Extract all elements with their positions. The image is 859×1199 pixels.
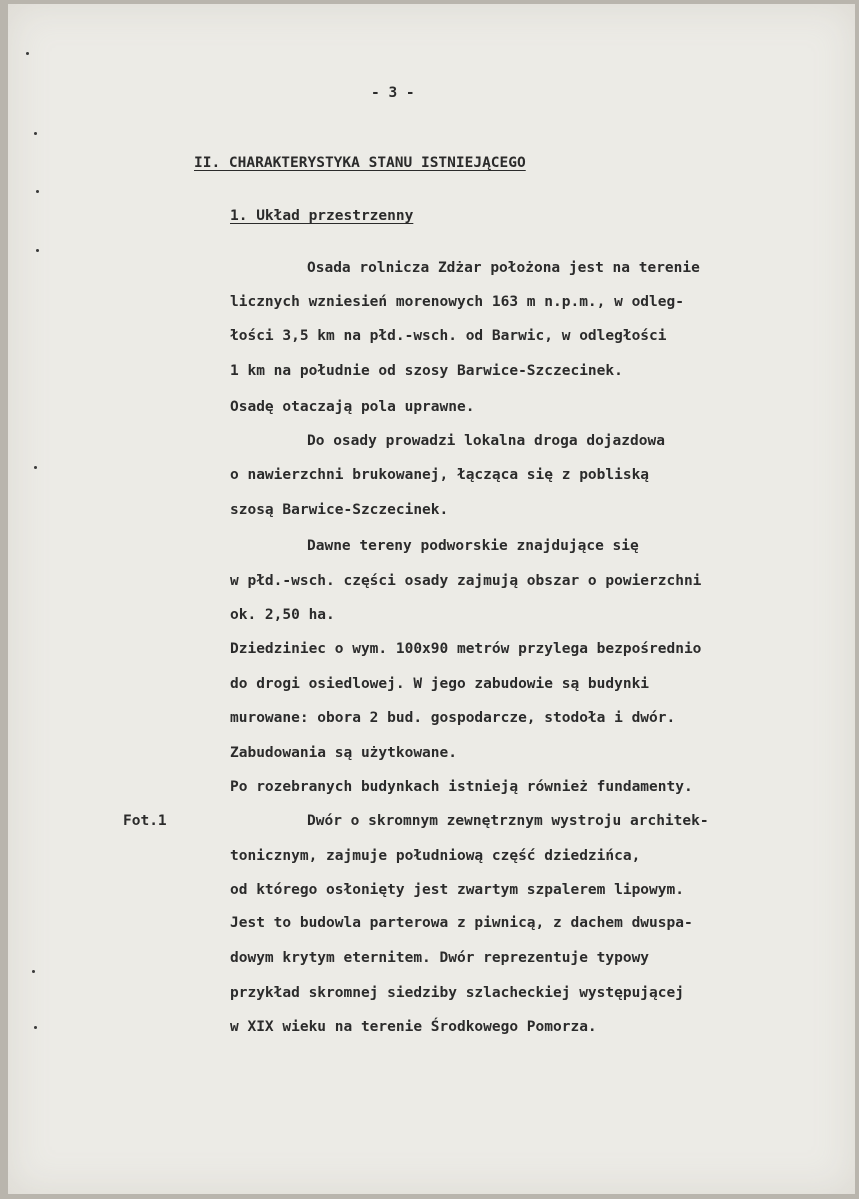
margin-mark	[36, 249, 39, 252]
text-line: Osadę otaczają pola uprawne.	[230, 399, 475, 415]
margin-mark	[32, 970, 35, 973]
text-line: do drogi osiedlowej. W jego zabudowie są budynki	[230, 676, 650, 692]
text-line: murowane: obora 2 bud. gospodarcze, stodoła i dwór.	[230, 710, 676, 726]
margin-mark	[34, 466, 37, 469]
text-line: ok. 2,50 ha.	[230, 607, 335, 623]
text-line: Jest to budowla parterowa z piwnicą, z dachem dwuspa-	[230, 915, 693, 931]
text-line: Dwór o skromnym zewnętrznym wystroju architek-	[307, 813, 709, 829]
text-line: Dziedziniec o wym. 100x90 metrów przylega bezpośrednio	[230, 641, 702, 657]
text-line: przykład skromnej siedziby szlacheckiej występującej	[230, 985, 684, 1001]
text-line: Do osady prowadzi lokalna droga dojazdowa	[307, 433, 665, 449]
margin-mark	[34, 132, 37, 135]
text-line: Dawne tereny podworskie znajdujące się	[307, 538, 639, 554]
margin-mark	[26, 52, 29, 55]
section-heading: II. CHARAKTERYSTYKA STANU ISTNIEJĄCEGO	[194, 155, 526, 171]
margin-mark	[34, 1026, 37, 1029]
margin-note-photo: Fot.1	[123, 813, 167, 829]
text-line: tonicznym, zajmuje południową część dziedzińca,	[230, 848, 641, 864]
text-line: w XIX wieku na terenie Środkowego Pomorza.	[230, 1019, 597, 1035]
text-line: dowym krytym eternitem. Dwór reprezentuje typowy	[230, 950, 650, 966]
text-line: w płd.-wsch. części osady zajmują obszar o powierzchni	[230, 573, 702, 589]
text-line: szosą Barwice-Szczecinek.	[230, 502, 449, 518]
text-line: Po rozebranych budynkach istnieją również fundamenty.	[230, 779, 693, 795]
document-page	[8, 4, 855, 1194]
subsection-heading: 1. Układ przestrzenny	[230, 208, 414, 224]
margin-mark	[36, 190, 39, 193]
text-line: od którego osłonięty jest zwartym szpalerem lipowym.	[230, 882, 684, 898]
text-line: łości 3,5 km na płd.-wsch. od Barwic, w odległości	[230, 328, 667, 344]
text-line: licznych wzniesień morenowych 163 m n.p.m., w odleg-	[230, 294, 684, 310]
text-line: o nawierzchni brukowanej, łącząca się z pobliską	[230, 467, 650, 483]
text-line: Zabudowania są użytkowane.	[230, 745, 457, 761]
text-line: 1 km na południe od szosy Barwice-Szczecinek.	[230, 363, 623, 379]
page-number: - 3 -	[371, 85, 415, 101]
text-line: Osada rolnicza Zdżar położona jest na terenie	[307, 260, 700, 276]
